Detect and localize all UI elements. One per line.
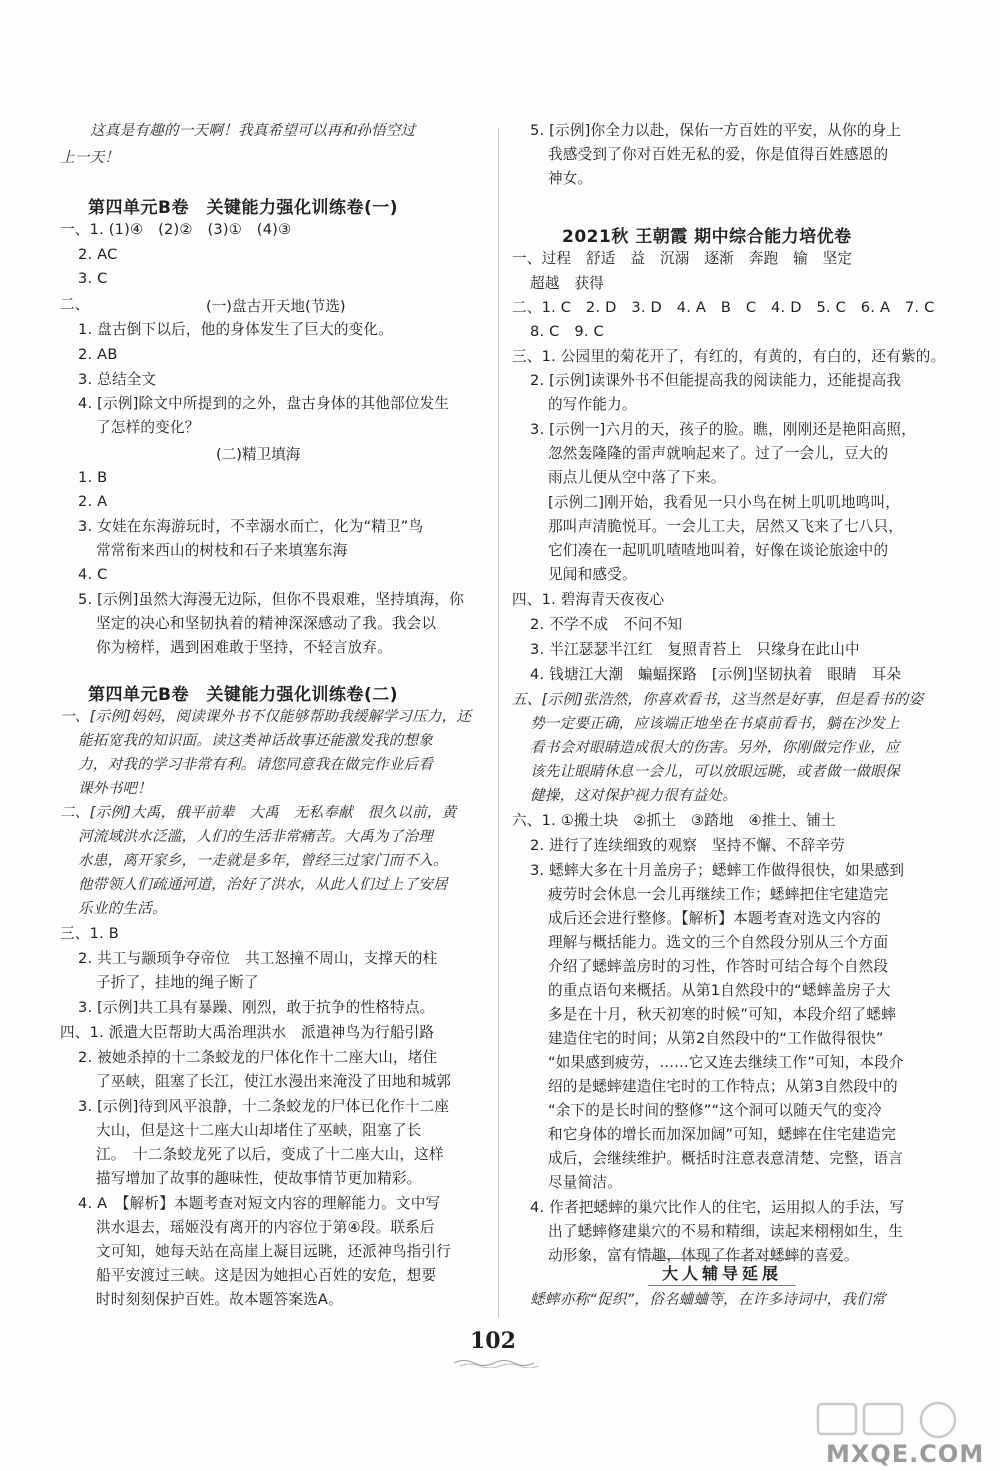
answer-line: 乐业的生活。 [78,900,167,917]
answer-line: 三、1. 公园里的菊花开了，有红的，有黄的，有白的，还有紫的。 [512,348,946,365]
answer-line: 江。 十二条蛟龙死了以后，变成了十二座大山，这样 [96,1146,444,1163]
answer-line: 的写作能力。 [548,396,637,413]
answer-line: 看书会对眼睛造成很大的伤害。另外，你刚做完作业，应 [530,739,900,756]
answer-line: 四、1. 派遣大臣帮助大禹治理洪水 派遣神鸟为行船引路 [60,1024,435,1041]
section-heading: 第四单元B卷 关键能力强化训练卷(一) [88,198,398,218]
answer-line: “如果感到疲劳，……它又连去继续工作”可知，本段介 [548,1054,904,1071]
answer-line: 能拓宽我的知识面。读这类神话故事还能激发我的想象 [78,732,434,749]
answer-line: 4. 钱塘江大潮 蝙蝠探路 [示例]坚韧执着 眼睛 耳朵 [530,666,902,683]
answer-line: 3. 总结全文 [78,371,157,388]
answer-line: 5. [示例]你全力以赴，保佑一方百姓的平安，从你的身上 [530,122,902,139]
answer-line: 坚定的决心和坚韧执着的精神深深感动了我。我会以 [96,615,437,632]
section-heading: 第四单元B卷 关键能力强化训练卷(二) [88,685,398,705]
answer-line: 蟋蟀亦称“促织”，俗名蛐蛐等，在许多诗词中，我们常 [530,1291,886,1308]
answer-line: 5. [示例]虽然大海漫无边际，但你不畏艰难，坚持填海，你 [78,591,465,608]
answer-line: 文可知，她每天站在高崖上凝目远眺，还派神鸟指引行 [96,1243,452,1260]
answer-line: 理解与概括能力。选文的三个自然段分别从三个方面 [548,934,889,951]
answer-line: 3. C [78,270,108,287]
answer-line: 和它身体的增长而加深加阔”可知，蟋蟀在住宅建造完 [548,1126,897,1143]
answer-line: 子折了，挂地的绳子断了 [96,974,259,991]
answer-line: 二、[示例]大禹，俄平前辈 大禹 无私奉献 很久以前，黄 [60,804,457,821]
answer-line: 成后，会继续维护。概括时注意表意清楚、完整，语言 [548,1150,904,1167]
answer-line: 一、1. (1)④ (2)② (3)① (4)③ [60,221,292,238]
answer-line: 尽量简洁。 [548,1174,622,1191]
answer-line: 一、[示例]妈妈，阅读课外书不仅能够帮助我缓解学习压力，还 [60,708,472,725]
answer-line: 健操，这对保护视力很有益处。 [530,787,738,804]
answer-line: 神女。 [548,170,593,187]
answer-line: 建造住宅的时间；从第2自然段中的“工作做得很快” [548,1030,884,1047]
answer-line: 忽然轰隆隆的雷声就响起来了。过了一会儿，豆大的 [548,445,889,462]
answer-line: 2. 被她杀掉的十二条蛟龙的尸体化作十二座大山，堵住 [78,1049,438,1066]
answer-line: 大山，但是这十二座大山却堵住了巫峡，阻塞了长 [96,1122,422,1139]
subsection-title: (二)精卫填海 [216,446,301,463]
answer-line: 疲劳时会休息一会儿再继续工作；蟋蟀把住宅建造完 [548,886,889,903]
answer-line: 4. 作者把蟋蟀的巢穴比作人的住宅，运用拟人的手法，写 [530,1199,905,1216]
answer-line: 雨点儿便从空中落了下来。 [548,469,726,486]
answer-line: 洪水退去，瑶姬没有离开的内容位于第④段。联系后 [96,1219,435,1236]
answer-line: 我感受到了你对百姓无私的爱，你是值得百姓感恩的 [548,146,889,163]
answer-line: 4. C [78,566,108,583]
answer-line: “余下的是长时间的整修”“这个洞可以随天气的变冷 [548,1102,882,1119]
answer-line: 力，对我的学习非常有利。请您同意我在做完作业后看 [78,756,434,773]
answer-line: 课外书吧！ [78,780,152,797]
answer-line: 三、1. B [60,925,119,942]
answer-line: 4. A 【解析】本题考查对短文内容的理解能力。文中写 [78,1195,441,1212]
answer-line: 他带领人们疏通河道，治好了洪水，从此人们过上了安居 [78,876,448,893]
answer-line: 了怎样的变化？ [96,419,200,436]
answer-line: 一、过程 舒适 益 沉溺 逐渐 奔跑 输 坚定 [512,250,853,267]
page-number: 102 [470,1328,516,1354]
answer-line: 2. 不学不成 不问不知 [530,616,683,633]
answer-line: 那叫声清脆悦耳。一会儿工夫，居然又飞来了七八只， [548,518,904,535]
answer-line: 超越 获得 [530,275,604,292]
answer-line: 3. [示例]共工具有暴躁、刚烈，敢于抗争的性格特点。 [78,999,435,1016]
answer-line: 这真是有趣的一天啊！我真希望可以再和孙悟空过 [90,122,416,139]
answer-line: 2. 进行了连续细致的观察 坚持不懈、不辞辛劳 [530,837,846,854]
answer-line: 四、1. 碧海青天夜夜心 [512,591,665,608]
answer-line: 它们凑在一起叽叽喳喳地叫着，好像在谈论旅途中的 [548,542,889,559]
answer-line: 2. A [78,493,108,510]
answer-line: 你为榜样，遇到困难敢于坚持，不轻言放弃。 [96,639,392,656]
answer-line: 2. AC [78,246,118,263]
answer-line: 动形象，富有情趣，体现了作者对蟋蟀的喜爱。 [548,1247,859,1264]
answer-line: 4. [示例]除文中所提到的之外，盘古身体的其他部位发生 [78,395,450,412]
watermark-text: MXQE.COM [826,1440,985,1468]
answer-line: 成后还会进行整修。【解析】本题考查对选文内容的 [548,910,881,927]
column-divider [498,128,499,1318]
answer-line: 绍的是蟋蟀建造住宅时的工作特点；从第3自然段中的 [548,1078,898,1095]
answer-line: 2. [示例]读课外书不但能提高我的阅读能力，还能提高我 [530,372,902,389]
answer-line: 二、 [60,296,90,313]
answer-line: 的重点语句来概括。从第1自然段中的“蟋蟀盖房子大 [548,982,891,999]
answer-line: 出了蟋蟀修建巢穴的不易和精细，读起来栩栩如生，生 [548,1223,904,1240]
answer-line: 3. 女娃在东海游玩时，不幸溺水而亡，化为“精卫”鸟 [78,518,424,535]
answer-line: 3. [示例一]六月的天，孩子的脸。瞧，刚刚还是艳阳高照， [530,421,917,438]
banner-title: 大人辅导延展 [661,1264,782,1283]
answer-line: 2. AB [78,346,118,363]
page-number-wave-ornament [452,1358,542,1368]
answer-line: [示例二]刚开始，我看见一只小鸟在树上叽叽地鸣叫， [548,494,901,511]
answer-line: 六、1. ①搬土块 ②抓土 ③踏地 ④推土、铺土 [512,812,836,829]
answer-line: 二、1. C 2. D 3. D 4. A B C 4. D 5. C 6. A 7. C [512,299,935,316]
answer-line: 了巫峡，阻塞了长江，使江水漫出来淹没了田地和城郭 [96,1073,452,1090]
answer-line: 水患，离开家乡，一走就是多年，曾经三过家门而不入。 [78,852,448,869]
answer-line: 多是在十月，秋天初寒的时候”可知，本段介绍了蟋蟀 [548,1006,897,1023]
answer-line: 船平安渡过三峡。这是因为她担心百姓的安危，想要 [96,1267,437,1284]
answer-line: 时时刻刻保护百姓。故本题答案选A。 [96,1291,343,1308]
answer-line: 1. B [78,469,108,486]
section-heading: 2021秋 王朝霞 期中综合能力培优卷 [562,227,852,247]
answer-line: 2. 共工与颛顼争夺帝位 共工怒撞不周山，支撑天的柱 [78,950,438,967]
answer-line: 介绍了蟋蟀盖房时的习性，作答时可结合每个自然段 [548,958,889,975]
answer-line: 3. [示例]待到风平浪静，十二条蛟龙的尸体已化作十二座 [78,1098,450,1115]
extension-banner [648,1258,796,1286]
answer-line: 1. 盘古倒下以后，他的身体发生了巨大的变化。 [78,321,394,338]
answer-line: 3. 蟋蟀大多在十月盖房子；蟋蟀工作做得很快，如果感到 [530,862,905,879]
answer-line: 见闻和感受。 [548,566,637,583]
answer-line: 河流域洪水泛滥，人们的生活非常痛苦。大禹为了治理 [78,828,434,845]
answer-line: 3. 半江瑟瑟半江红 复照青苔上 只缘身在此山中 [530,641,860,658]
answer-line: 上一天！ [60,149,120,166]
answer-line: 势一定要正确，应该端正地坐在书桌前看书，躺在沙发上 [530,715,900,732]
answer-line: 常常衔来西山的树枝和石子来填塞东海 [96,542,348,559]
answer-line: 描写增加了故事的趣味性，使故事情节更加精彩。 [96,1170,422,1187]
answer-line: 该先让眼睛休息一会儿，可以放眼远眺，或者做一做眼保 [530,763,900,780]
answer-line: 五、[示例]张浩然，你喜欢看书，这当然是好事，但是看书的姿 [512,691,924,708]
subsection-title: (一)盘古开天地(节选) [206,298,346,315]
answer-line: 8. C 9. C [530,323,604,340]
